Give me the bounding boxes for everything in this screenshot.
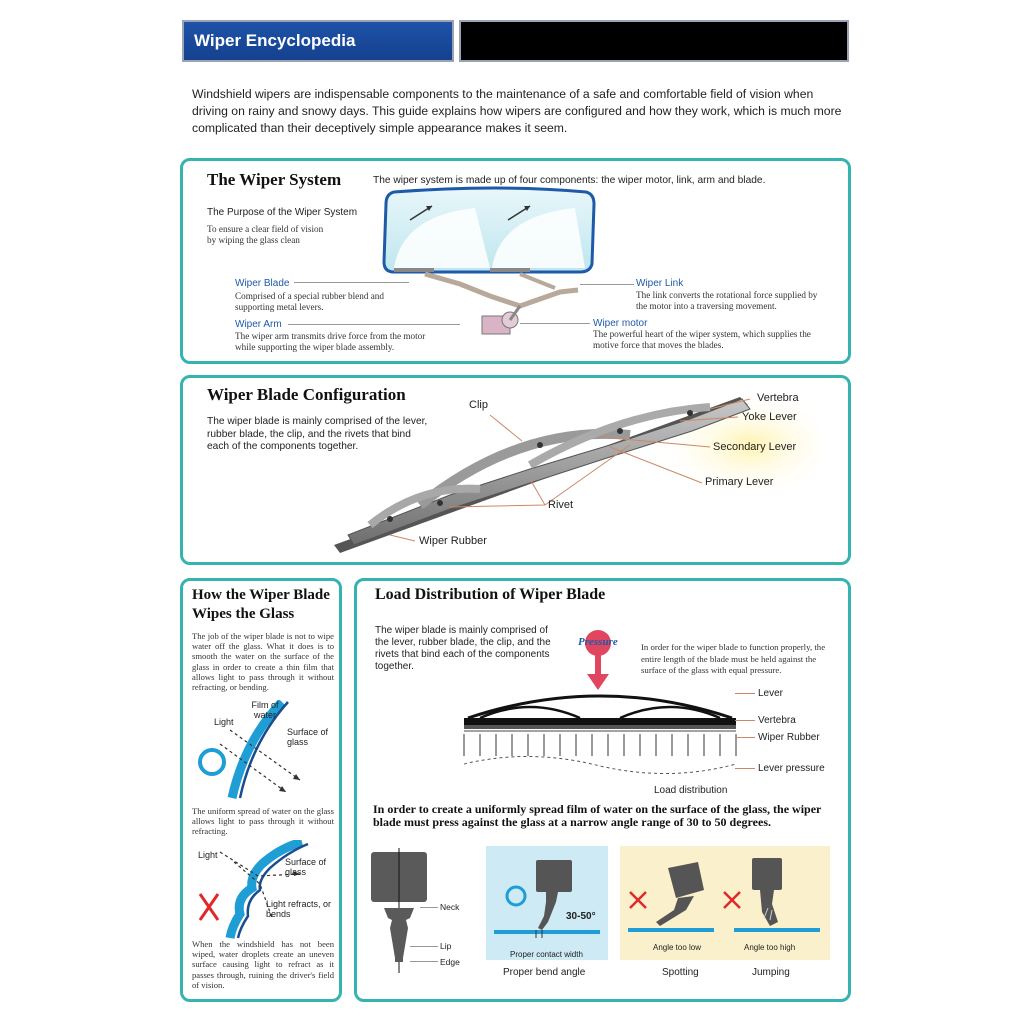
label-wiper-rubber: Wiper Rubber xyxy=(419,535,487,547)
wiper-arm-title: Wiper Arm xyxy=(235,319,282,330)
label-primary-lever: Primary Lever xyxy=(705,476,774,488)
load-title: Load Distribution of Wiper Blade xyxy=(375,586,606,603)
surface-of-glass-label-2: Surface of glass xyxy=(285,857,327,877)
leader-link xyxy=(580,284,634,285)
label-rivet: Rivet xyxy=(548,499,574,511)
blade-config-title: Wiper Blade Configuration xyxy=(207,385,406,404)
windshield-diagram xyxy=(380,186,620,336)
leader-lever-pressure xyxy=(735,768,755,769)
load-bold-text: In order to create a uniformly spread film of water on the surface of the glass, the wiper blade must press against the glass at a narrow angle range of 30 to 50 degrees. xyxy=(373,802,822,829)
load-note: In order for the wiper blade to function properly, the entire length of the blade must be held against the surface of the glass with equal pressure. xyxy=(641,642,826,675)
leader-edge xyxy=(410,961,438,962)
edge-label: Edge xyxy=(440,957,460,967)
leader-lever xyxy=(735,693,755,694)
label-secondary-lever: Secondary Lever xyxy=(713,441,797,453)
load-diagram xyxy=(460,690,740,790)
wiper-motor-title: Wiper motor xyxy=(593,318,648,329)
how-wipes-text2: The uniform spread of water on the glass allows light to pass through it without refracting. xyxy=(192,806,334,837)
how-wipes-text1: The job of the wiper blade is not to wipe water off the glass. What it does is to smooth the water on the surface of the glass in order to create a thin film that allows light to pass through it without refracting, or bending. xyxy=(192,631,334,693)
load-vertebra-label: Vertebra xyxy=(758,715,796,726)
label-yoke-lever: Yoke Lever xyxy=(742,411,797,423)
wiper-blade-text: Comprised of a special rubber blend and supporting metal levers. xyxy=(235,291,384,312)
film-of-water-label: Film of water xyxy=(251,700,279,720)
leader-neck xyxy=(420,907,438,908)
wiper-link-text: The link converts the rotational force supplied by the motor into a traversing movement. xyxy=(636,290,818,311)
how-wipes-text3: When the windshield has not been wiped, water droplets create an uneven surface causing light to refract as it passes through, ruining the driver's field of vision. xyxy=(192,939,334,990)
load-distribution-label: Load distribution xyxy=(654,785,728,796)
wiper-link-title: Wiper Link xyxy=(636,278,684,289)
bad-angle-diagram xyxy=(620,846,830,960)
wiper-motor-text: The powerful heart of the wiper system, which supplies the motive force that moves the blades. xyxy=(593,329,811,350)
intro-text: Windshield wipers are indispensable components to the maintenance of a safe and comfortable field of vision when driving on rainy and snowy days. This guide explains how wipers are configured and how they work, which is much more complicated than their deceptively simple appearance makes it seem. xyxy=(192,87,842,135)
blade-config-text: The wiper blade is mainly comprised of the lever, rubber blade, the clip, and the rivets that bind each of the components together. xyxy=(207,416,428,452)
leader-motor xyxy=(520,323,590,324)
leader-lip xyxy=(410,946,438,947)
surface-of-glass-label: Surface of glass xyxy=(287,727,329,747)
pressure-label: Pressure xyxy=(578,636,618,648)
wiper-system-title: The Wiper System xyxy=(207,170,342,189)
wiper-blade-title: Wiper Blade xyxy=(235,278,290,289)
wiper-arm-text: The wiper arm transmits drive force from the motor while supporting the wiper blade assembly. xyxy=(235,331,426,352)
leader-vertebra xyxy=(735,720,755,721)
how-wipes-title: How the Wiper Blade Wipes the Glass xyxy=(192,587,330,622)
lip-label: Lip xyxy=(440,941,452,951)
load-text: The wiper blade is mainly comprised of the lever, rubber blade, the clip, and the rivets that bind each of the components together. xyxy=(375,625,551,672)
wiper-system-subtitle: The wiper system is made up of four components: the wiper motor, link, arm and blade. xyxy=(373,175,766,186)
load-lever-label: Lever xyxy=(758,688,784,699)
page-title: Wiper Encyclopedia xyxy=(182,20,454,62)
load-rubber-label: Wiper Rubber xyxy=(758,732,820,743)
load-lever-pressure-label: Lever pressure xyxy=(758,763,825,774)
purpose-text: To ensure a clear field of vision by wiping the glass clean xyxy=(207,224,324,245)
angle-high-label: Angle too high xyxy=(744,943,796,952)
light-label: Light xyxy=(214,717,234,727)
header-black-bar xyxy=(459,20,849,62)
angle-low-label: Angle too low xyxy=(653,943,702,952)
proper-angle-diagram xyxy=(486,846,608,960)
light-label-2: Light xyxy=(198,850,218,860)
label-clip: Clip xyxy=(469,399,488,411)
angle-label: 30-50° xyxy=(566,911,596,922)
label-vertebra: Vertebra xyxy=(757,392,799,404)
proper-bend-label: Proper bend angle xyxy=(503,967,586,978)
rubber-profile-diagram xyxy=(368,848,438,973)
light-refracts-label: Light refracts, or bends xyxy=(266,899,332,919)
purpose-title: The Purpose of the Wiper System xyxy=(207,207,358,218)
neck-label: Neck xyxy=(440,902,460,912)
spotting-label: Spotting xyxy=(662,967,699,978)
leader-blade xyxy=(294,282,409,283)
proper-contact-label: Proper contact width xyxy=(510,950,583,959)
jumping-label: Jumping xyxy=(752,967,790,978)
leader-rubber xyxy=(735,737,755,738)
leader-arm xyxy=(288,324,460,325)
